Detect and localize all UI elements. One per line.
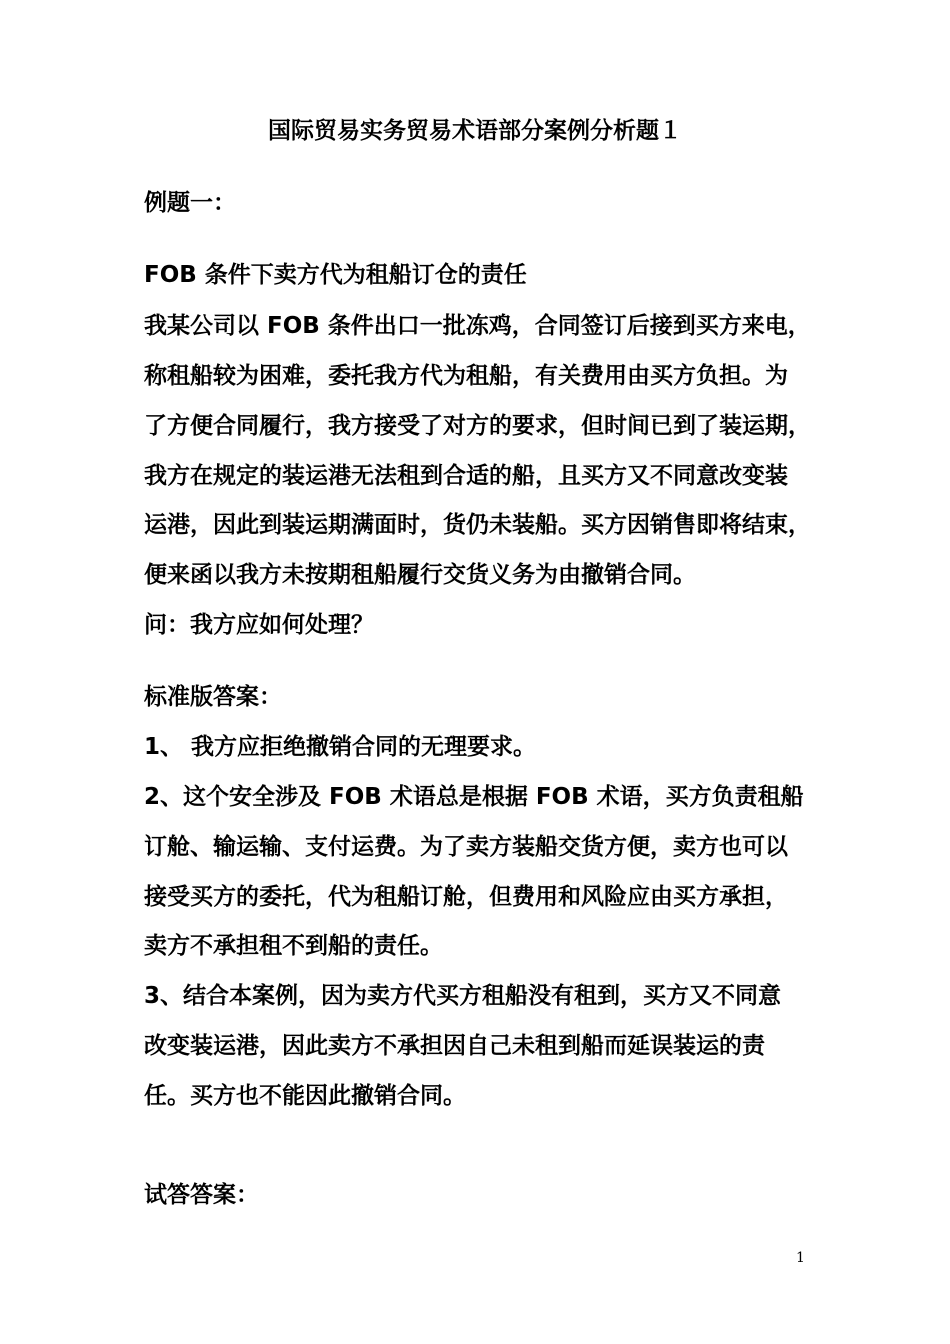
- case-line-5: 运港，因此到装运期满面时，货仍未装船。买方因销售即将结束，: [144, 512, 811, 538]
- standard-answer-heading: 标准版答案：: [144, 684, 282, 710]
- case-line-2: 称租船较为困难，委托我方代为租船，有关费用由买方负担。为: [144, 363, 788, 389]
- answer-line-2: 2、这个安全涉及 FOB 术语总是根据 FOB 术语，买方负责租船: [144, 784, 804, 810]
- case-line-4: 我方在规定的装运港无法租到合适的船，且买方又不同意改变装: [144, 463, 788, 489]
- document-title: 国际贸易实务贸易术语部分案例分析题１: [268, 118, 682, 144]
- case-line-3: 了方便合同履行，我方接受了对方的要求，但时间已到了装运期，: [144, 413, 811, 439]
- answer-line-6: 3、结合本案例，因为卖方代买方租船没有租到，买方又不同意: [144, 983, 782, 1009]
- page-number: 1: [796, 1250, 805, 1266]
- answer-line-7: 改变装运港，因此卖方不承担因自己未租到船而延误装运的责: [144, 1033, 765, 1059]
- answer-line-5: 卖方不承担租不到船的责任。: [144, 933, 443, 959]
- example-heading: 例题一：: [144, 190, 236, 216]
- answer-line-4: 接受买方的委托，代为租船订舱，但费用和风险应由买方承担，: [144, 884, 788, 910]
- answer-line-3: 订舱、输运输、支付运费。为了卖方装船交货方便，卖方也可以: [144, 834, 788, 860]
- answer-line-8: 任。买方也不能因此撤销合同。: [144, 1083, 466, 1109]
- case-line-6: 便来函以我方未按期租船履行交货义务为由撤销合同。: [144, 562, 696, 588]
- question: 问：我方应如何处理？: [144, 612, 374, 638]
- answer-line-1: 1、 我方应拒绝撤销合同的无理要求。: [144, 734, 537, 760]
- trial-answer-heading: 试答答案：: [144, 1182, 259, 1208]
- case-line-1: 我某公司以 FOB 条件出口一批冻鸡，合同签订后接到买方来电，: [144, 313, 811, 339]
- case-title: FOB 条件下卖方代为租船订仓的责任: [144, 262, 527, 288]
